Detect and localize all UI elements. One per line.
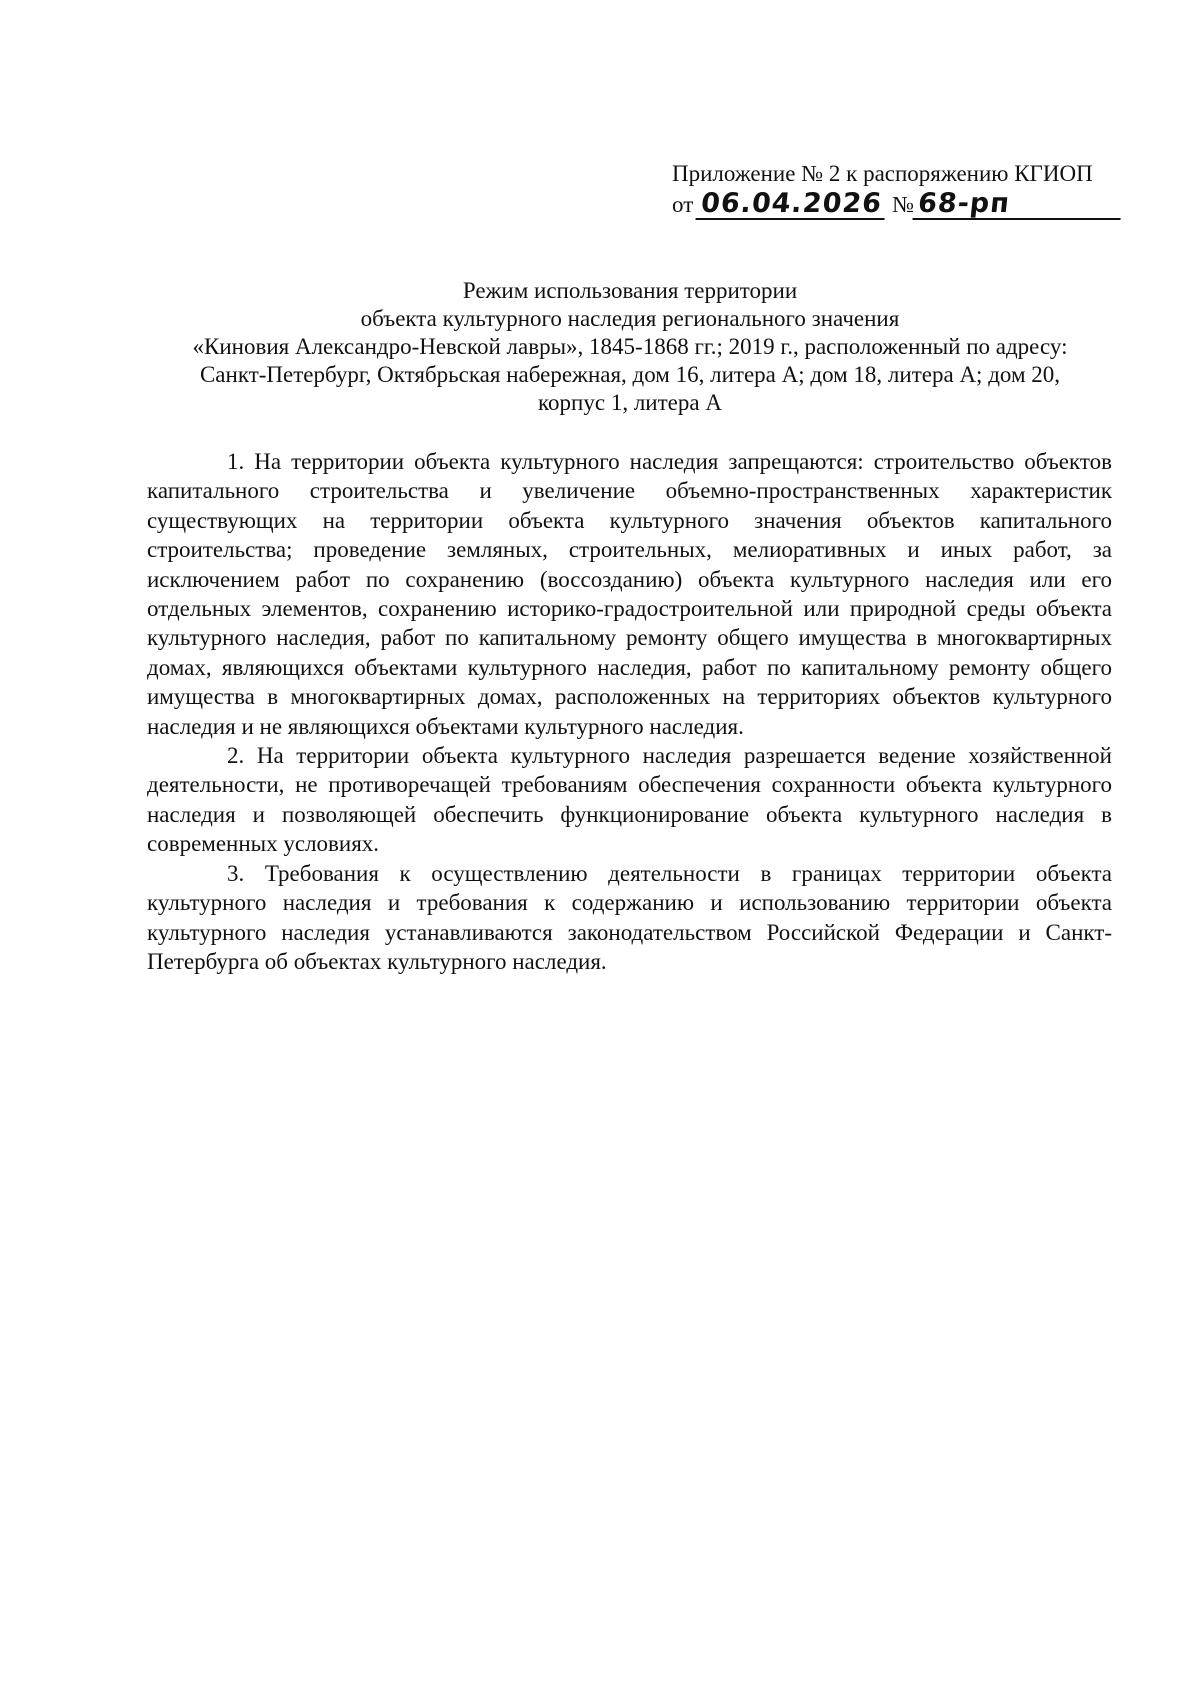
handwritten-number: 68-рп [912,190,1123,220]
handwritten-date: 06.04.2026 [696,190,888,220]
document-body [147,447,1112,976]
document-header [672,158,1132,220]
paragraph-3: 3. Требования к осуществлению деятельности в границах территории объекта культурного наследия и требования к содержанию и использованию территории объекта культурного наследия устанавливаются законодательством Российской Федерации и Санкт-Петербурга об объектах культурного наследия. [147,860,1112,974]
title-line-2: объекта культурного наследия регионального значения [360,306,900,331]
title-line-5: корпус 1, литера А [538,390,722,415]
from-label: от [672,192,694,217]
appendix-reference: Приложение № 2 к распоряжению КГИОП [672,161,1093,186]
number-label: № [892,192,915,217]
paragraph-1: 1. На территории объекта культурного наследия запрещаются: строительство объектов капитального строительства и увеличение объемно-пространственных характеристик существующих на территории объекта культурного значения объектов капитального строительства; проведение земляных, строительных, мелиоративных и иных работ, за исключением работ по сохранению (воссозданию) объекта культурного наследия или его отдельных элементов, сохранению историко-градостроительной или природной среды объекта культурного наследия, работ по капитальному ремонту общего имущества в многоквартирных домах, являющихся объектами культурного наследия, работ по капитальному ремонту общего имущества в многоквартирных домах, расположенных на территориях объектов культурного наследия и не являющихся объектами культурного наследия. [147,449,1112,739]
document-title [150,277,1110,417]
title-line-1: Режим использования территории [462,278,798,303]
order-date-number-line [672,189,1132,220]
title-line-3: «Киновия Александро-Невской лавры», 1845-1868 гг.; 2019 г., расположенный по адресу: [192,334,1068,359]
paragraph-2: 2. На территории объекта культурного наследия разрешается ведение хозяйственной деятельности, не противоречащей требованиям обеспечения сохранности объекта культурного наследия и позволяющей обеспечить функционирование объекта культурного наследия в современных условиях. [147,743,1112,857]
title-line-4: Санкт-Петербург, Октябрьская набережная, дом 16, литера А; дом 18, литера А; дом 20, [199,362,1061,387]
